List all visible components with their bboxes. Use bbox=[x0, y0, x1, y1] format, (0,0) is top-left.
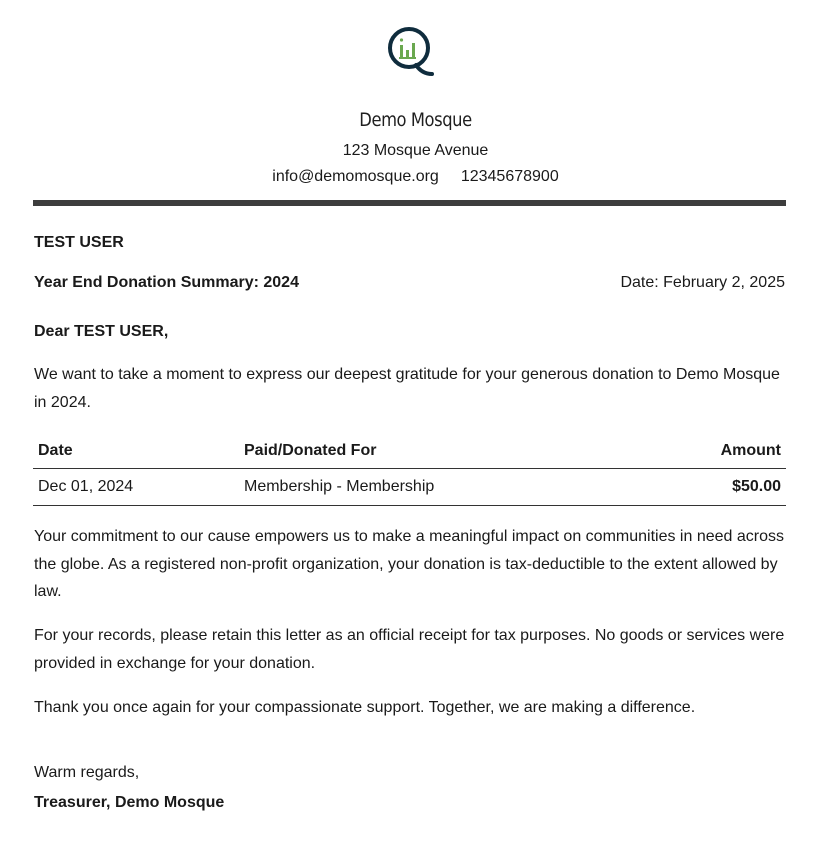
organization-name: Demo Mosque bbox=[359, 109, 472, 131]
closing: Warm regards, bbox=[34, 764, 140, 781]
column-header-amount: Amount bbox=[644, 434, 786, 469]
cell-amount: $50.00 bbox=[644, 469, 786, 506]
signature: Treasurer, Demo Mosque bbox=[34, 794, 225, 811]
q-mosque-logo-icon bbox=[386, 26, 434, 78]
column-header-paid-for: Paid/Donated For bbox=[239, 434, 644, 469]
organization-address: 123 Mosque Avenue bbox=[342, 142, 489, 159]
organization-contact bbox=[0, 168, 831, 186]
header-divider bbox=[33, 200, 786, 206]
column-header-date: Date bbox=[33, 434, 239, 469]
greeting: Dear TEST USER, bbox=[34, 323, 169, 340]
organization-email: info@demomosque.org bbox=[272, 168, 439, 185]
cell-paid-for: Membership - Membership bbox=[239, 469, 644, 506]
recipient-name: TEST USER bbox=[34, 234, 124, 251]
table-row bbox=[33, 469, 786, 506]
letter-date: Date: February 2, 2025 bbox=[620, 274, 785, 291]
cell-date: Dec 01, 2024 bbox=[33, 469, 239, 506]
summary-title: Year End Donation Summary: 2024 bbox=[34, 274, 299, 291]
thanks-paragraph: Thank you once again for your compassionate support. Together, we are making a difference. bbox=[34, 699, 696, 716]
donations-table bbox=[33, 434, 786, 506]
records-paragraph: For your records, please retain this letter as an official receipt for tax purposes. No goods or services were provided in exchange for your donation. bbox=[34, 627, 785, 672]
commitment-paragraph: Your commitment to our cause empowers us to make a meaningful impact on communities in need across the globe. As a registered non-profit organization, your donation is tax-deductible to the extent allowed by law. bbox=[34, 528, 784, 600]
intro-paragraph: We want to take a moment to express our deepest gratitude for your generous donation to Demo Mosque in 2024. bbox=[34, 366, 780, 411]
summary-row bbox=[34, 274, 785, 292]
table-header-row bbox=[33, 434, 786, 469]
organization-phone: 12345678900 bbox=[460, 168, 559, 185]
